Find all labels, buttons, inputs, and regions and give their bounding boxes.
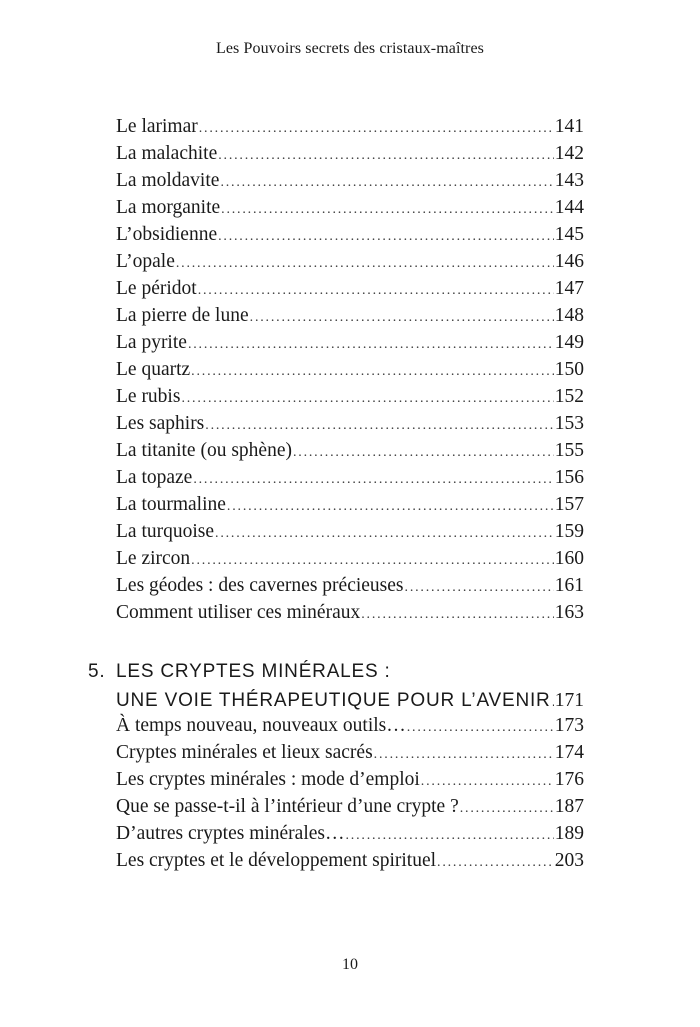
dot-leader [218,142,554,169]
dot-leader [205,412,553,439]
toc-entry [116,383,584,410]
toc-entry-page: 187 [554,796,584,817]
toc-entry-title: Comment utiliser ces minéraux [116,602,361,623]
chapter-title-line-2: UNE VOIE THÉRAPEUTIQUE POUR L’AVENIR [116,690,551,711]
toc-entry-title: À temps nouveau, nouveaux outils… [116,715,406,736]
toc-entry-page: 156 [554,467,584,488]
toc-entry-page: 146 [554,251,584,272]
toc-entry-title: D’autres cryptes minérales… [116,823,345,844]
toc-entry [116,356,584,383]
toc-entry [116,437,584,464]
toc-entry [116,248,584,275]
toc-entry-title: L’obsidienne [116,224,218,245]
dot-leader [198,277,554,304]
toc-entry-page: 160 [554,548,584,569]
toc-entry-page: 176 [554,769,584,790]
toc-section-cryptes [116,712,584,874]
dot-leader [215,520,554,547]
toc-entry [116,820,584,847]
toc-entry-page: 148 [554,305,584,326]
toc-entry-page: 141 [554,116,584,137]
toc-entry-title: La titanite (ou sphène) [116,440,292,461]
toc-entry-page: 159 [554,521,584,542]
toc-entry-page: 189 [554,823,584,844]
toc-entry [116,113,584,140]
toc-entry-title: Le quartz [116,359,191,380]
toc-entry-title: Le larimar [116,116,198,137]
toc-entry-page: 157 [554,494,584,515]
dot-leader [227,493,554,520]
toc-entry-title: La turquoise [116,521,215,542]
toc-entry-page: 153 [554,413,584,434]
toc-entry [116,739,584,766]
toc-entry [116,167,584,194]
toc-entry-page: 155 [554,440,584,461]
toc-entry-title: La pyrite [116,332,187,353]
toc-entry-page: 150 [554,359,584,380]
chapter-heading [88,657,584,715]
toc-entry [116,140,584,167]
toc-entry-page: 203 [554,850,584,871]
toc-entry [116,545,584,572]
toc-entry-page: 144 [554,197,584,218]
toc-entry [116,275,584,302]
toc-entry-title: La tourmaline [116,494,226,515]
dot-leader [181,385,553,412]
toc-entry-title: La moldavite [116,170,220,191]
toc-entry-page: 142 [554,143,584,164]
toc-entry [116,766,584,793]
toc-entry-title: Le zircon [116,548,191,569]
toc-list [116,712,584,874]
dot-leader [191,358,554,385]
dot-leader [405,574,554,601]
toc-entry [116,847,584,874]
toc-entry-page: 161 [554,575,584,596]
toc-entry-title: Les cryptes minérales : mode d’emploi [116,769,420,790]
running-head: Les Pouvoirs secrets des cristaux-maîtres [215,40,485,57]
toc-entry [116,302,584,329]
page-number: 10 [342,956,358,973]
toc-entry [116,599,584,626]
toc-entry [116,518,584,545]
dot-leader [361,601,554,628]
dot-leader [460,795,554,822]
toc-entry [116,221,584,248]
dot-leader [188,331,554,358]
toc-entry-title: Les géodes : des cavernes précieuses [116,575,404,596]
toc-entry-page: 147 [554,278,584,299]
toc-entry-title: La malachite [116,143,218,164]
toc-entry-page: 163 [554,602,584,623]
toc-entry-title: L’opale [116,251,175,272]
dot-leader [176,250,554,277]
dot-leader [374,741,554,768]
toc-entry [116,712,584,739]
toc-entry [116,410,584,437]
toc-entry-title: Cryptes minérales et lieux sacrés [116,742,373,763]
toc-list [116,113,584,626]
dot-leader [199,115,554,142]
dot-leader [218,223,554,250]
toc-entry-title: Les cryptes et le développement spirituel [116,850,437,871]
dot-leader [191,547,554,574]
toc-entry-page: 174 [554,742,584,763]
chapter-title-line-1: LES CRYPTES MINÉRALES : [116,661,391,682]
toc-entry-title: Les saphirs [116,413,205,434]
dot-leader [221,196,554,223]
dot-leader [346,822,554,849]
toc-entry-title: La morganite [116,197,221,218]
toc-entry-title: Que se passe-t-il à l’intérieur d’une crypte ? [116,796,459,817]
toc-entry-title: Le péridot [116,278,197,299]
chapter-page-number: 171 [554,690,584,711]
chapter-number: 5. [88,661,106,682]
dot-leader [293,439,554,466]
toc-entry-page: 152 [554,386,584,407]
toc-entry [116,572,584,599]
dot-leader [437,849,554,876]
toc-entry [116,793,584,820]
toc-entry-title: Le rubis [116,386,181,407]
dot-leader [220,169,553,196]
toc-entry-title: La pierre de lune [116,305,249,326]
dot-leader [421,768,554,795]
dot-leader [250,304,554,331]
toc-entry-page: 149 [554,332,584,353]
dot-leader [193,466,553,493]
toc-entry-page: 173 [554,715,584,736]
toc-entry-page: 143 [554,170,584,191]
toc-entry [116,491,584,518]
toc-entry-title: La topaze [116,467,193,488]
toc-entry [116,329,584,356]
toc-entry [116,194,584,221]
dot-leader [407,714,554,741]
toc-entry-page: 145 [554,224,584,245]
toc-entry [116,464,584,491]
toc-section-minerals [116,113,584,626]
